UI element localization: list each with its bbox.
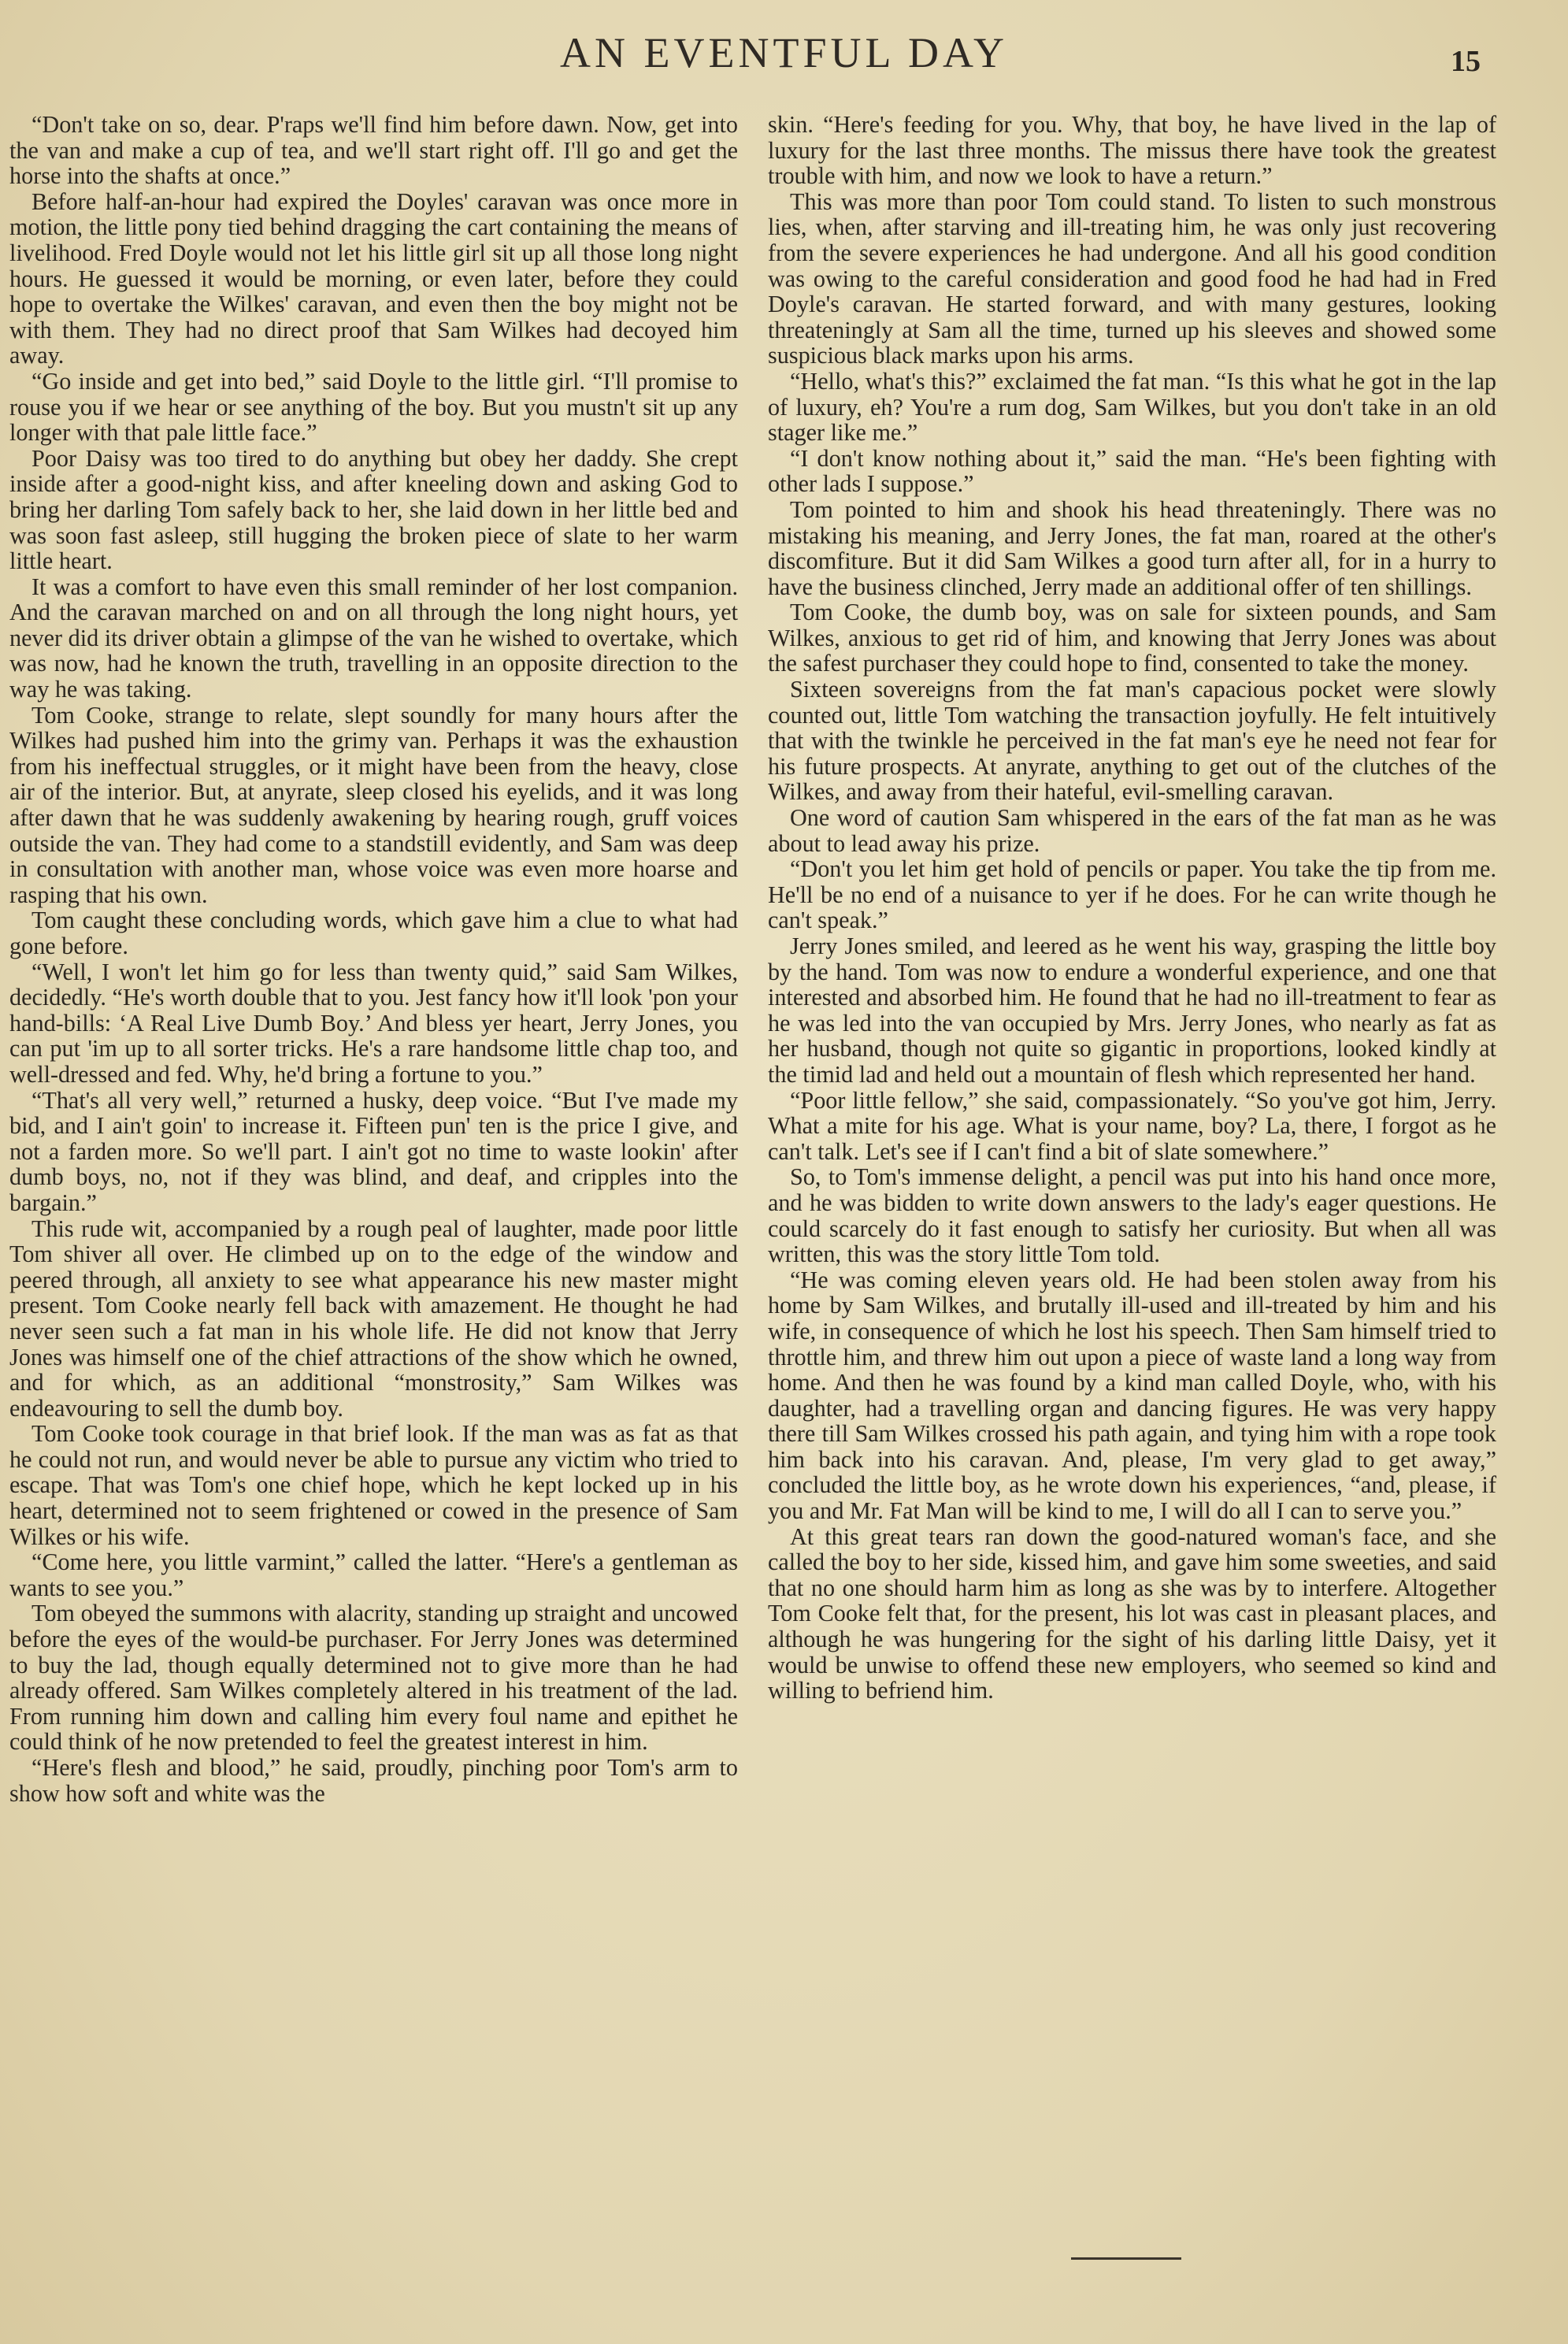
paragraph: “Hello, what's this?” exclaimed the fat man. “Is this what he got in the lap of luxury, eh? You're a rum dog, Sam Wilkes, but you don't take in an old stager like me.” — [768, 367, 1496, 447]
paragraph: “Come here, you little varmint,” called the latter. “Here's a gentleman as wants to see you.” — [9, 1548, 738, 1601]
paragraph: So, to Tom's immense delight, a pencil was put into his hand once more, and he was bidden to write down answers to the lady's eager questions. He could scarcely do it fast enough to satisfy her curiosity. But when all was written, this was the story little Tom told. — [768, 1163, 1496, 1268]
paragraph: “He was coming eleven years old. He had been stolen away from his home by Sam Wilkes, and brutally ill-used and ill-treated by him and his wife, in consequence of which he lost his speech. Then Sam himself tried to throttle him, and threw him out upon a piece of waste land a long way from home. And then he was found by a kind man called Doyle, who, with his daughter, had a travelling organ and dancing figures. He was very happy there till Sam Wilkes crossed his path again, and tying him with a rope took him back into his caravan. And, please, I'm very glad to get away,” concluded the little boy, as he wrote down his experiences, “and, please, if you and Mr. Fat Man will be kind to me, I will do all I can to serve you.” — [768, 1266, 1496, 1525]
paragraph: Sixteen sovereigns from the fat man's capacious pocket were slowly counted out, little Tom watching the transaction joyfully. He felt intuitively that with the twinkle he perceived in the fat man's eye he need not fear for his future prospects. At anyrate, anything to get out of the clutches of the Wilkes, and away from their hateful, evil-smelling caravan. — [768, 676, 1496, 806]
paragraph: “Don't you let him get hold of pencils or paper. You take the tip from me. He'll be no end of a nuisance to yer if he does. For he can write though he can't speak.” — [768, 855, 1496, 934]
end-rule — [1071, 2257, 1181, 2260]
paragraph: “That's all very well,” returned a husky, deep voice. “But I've made my bid, and I ain't goin' to increase it. Fifteen pun' ten is the price I give, and not a farden more. So we'll part. I ain't got no time to waste lookin' after dumb boys, no, not if they was blind, and deaf, and cripples into the bargain.” — [9, 1086, 738, 1216]
paragraph: One word of caution Sam whispered in the ears of the fat man as he was about to lead away his prize. — [768, 804, 1496, 857]
paragraph: Tom Cooke, strange to relate, slept soundly for many hours after the Wilkes had pushed him into the grimy van. Perhaps it was the exhaustion from his ineffectual struggles, or it might have been from the heavy, close air of the interior. But, at anyrate, sleep closed his eyelids, and it was long after dawn that he was suddenly awakening by hearing rough, gruff voices outside the van. They had come to a standstill evidently, and Sam was deep in consultation with another man, whose voice was even more hoarse and rasping that his own. — [9, 701, 738, 908]
paragraph: This rude wit, accompanied by a rough peal of laughter, made poor little Tom shiver all over. He climbed up on to the edge of the window and peered through, all anxiety to see what appearance his new master might present. Tom Cooke nearly fell back with amazement. He thought he had never seen such a fat man in his whole life. He did not know that Jerry Jones was himself one of the chief attractions of the show which he owned, and for which, as an additional “monstrosity,” Sam Wilkes was endeavouring to sell the dumb boy. — [9, 1215, 738, 1422]
right-column — [768, 112, 1496, 1704]
paragraph: Tom pointed to him and shook his head threateningly. There was no mistaking his meaning, and Jerry Jones, the fat man, roared at the other's discomfiture. But it did Sam Wilkes a good turn after all, for in a hurry to have the business clinched, Jerry made an additional offer of ten shillings. — [768, 495, 1496, 600]
paragraph: Tom caught these concluding words, which gave him a clue to what had gone before. — [9, 907, 738, 959]
paragraph: Tom Cooke, the dumb boy, was on sale for sixteen pounds, and Sam Wilkes, anxious to get rid of him, and knowing that Jerry Jones was about the safest purchaser they could hope to find, consented to take the money. — [768, 599, 1496, 677]
paragraph: skin. “Here's feeding for you. Why, that boy, he have lived in the lap of luxury for the last three months. The missus there have took the greatest trouble with him, and now we look to have a return.” — [768, 111, 1496, 190]
paragraph: “Poor little fellow,” she said, compassionately. “So you've got him, Jerry. What a mite for his age. What is your name, boy? La, there, I forgot as he can't talk. Let's see if I can't find a bit of slate somewhere.” — [768, 1086, 1496, 1165]
paragraph: “Go inside and get into bed,” said Doyle to the little girl. “I'll promise to rouse you if we hear or see anything of the boy. But you mustn't sit up any longer with that pale little face.” — [9, 367, 738, 447]
paragraph: “Here's flesh and blood,” he said, proudly, pinching poor Tom's arm to show how soft and white was the — [9, 1754, 738, 1807]
paragraph: At this great tears ran down the good-natured woman's face, and she called the boy to her side, kissed him, and gave him some sweeties, and said that no one should harm him as long as she was by to interfere. Altogether Tom Cooke felt that, for the present, his lot was cast in pleasant places, and although he was hungering for the sight of his darling little Daisy, yet it would be unwise to offend these new employers, who seemed so kind and willing to befriend him. — [768, 1522, 1496, 1704]
paragraph: “Well, I won't let him go for less than twenty quid,” said Sam Wilkes, decidedly. “He's worth double that to you. Jest fancy how it'll look 'pon your hand-bills: ‘A Real Live Dumb Boy.’ And bless yer heart, Jerry Jones, you can put 'im up to all sorter tricks. He's a rare handsome little chap too, and well-dressed and fed. Why, he'd bring a fortune to you.” — [9, 958, 738, 1088]
paragraph: “I don't know nothing about it,” said the man. “He's been fighting with other lads I suppose.” — [768, 444, 1496, 498]
left-column — [9, 112, 738, 1806]
paragraph: Tom Cooke took courage in that brief look. If the man was as fat as that he could not run, and would never be able to pursue any victim who tried to escape. That was Tom's one chief hope, which he kept locked up in his heart, determined not to seem frightened or cowed in the presence of Sam Wilkes or his wife. — [9, 1420, 738, 1550]
paragraph: Poor Daisy was too tired to do anything but obey her daddy. She crept inside after a good-night kiss, and after kneeling down and asking God to bring her darling Tom safely back to her, she laid down in her little bed and was soon fast asleep, still hugging the broken piece of slate to her warm little heart. — [9, 444, 738, 575]
paragraph: It was a comfort to have even this small reminder of her lost companion. And the caravan marched on and on all through the long night hours, yet never did its driver obtain a glimpse of the van he wished to overtake, which was now, had he known the truth, travelling in an opposite direction to the way he was taking. — [9, 573, 738, 703]
paragraph: This was more than poor Tom could stand. To listen to such monstrous lies, when, after starving and ill-treating him, he was only just recovering from the severe experiences he had undergone. And all his good condition was owing to the careful consideration and good food he had had in Fred Doyle's caravan. He started forward, and with many gestures, looking threateningly at Sam all the time, turned up his sleeves and showed some suspicious black marks upon his arms. — [768, 187, 1496, 369]
paragraph: Tom obeyed the summons with alacrity, standing up straight and uncowed before the eyes of the would-be purchaser. For Jerry Jones was determined to buy the lad, though equally determined not to give more than he had already offered. Sam Wilkes completely altered in his treatment of the lad. From running him down and calling him every foul name and epithet he could think of he now pretended to feel the greatest interest in him. — [9, 1600, 738, 1756]
paragraph: Before half-an-hour had expired the Doyles' caravan was once more in motion, the little pony tied behind dragging the cart containing the means of livelihood. Fred Doyle would not let his little girl sit up all those long night hours. He guessed it would be morning, or even later, before they could hope to overtake the Wilkes' caravan, and even then the boy might not be with them. They had no direct proof that Sam Wilkes had decoyed him away. — [9, 187, 738, 369]
paragraph: “Don't take on so, dear. P'raps we'll find him before dawn. Now, get into the van and make a cup of tea, and we'll start right off. I'll go and get the horse into the shafts at once.” — [9, 111, 738, 190]
page-number: 15 — [1451, 45, 1481, 78]
running-title: AN EVENTFUL DAY — [560, 29, 1008, 76]
paragraph: Jerry Jones smiled, and leered as he went his way, grasping the little boy by the hand. Tom was now to endure a wonderful experience, and one that interested and absorbed him. He found that he had no ill-treatment to fear as he was led into the van occupied by Mrs. Jerry Jones, who nearly as fat as her husband, though not quite so gigantic in proportions, looked kindly at the timid lad and held out a mountain of flesh which represented her hand. — [768, 933, 1496, 1088]
page-header — [0, 28, 1568, 83]
